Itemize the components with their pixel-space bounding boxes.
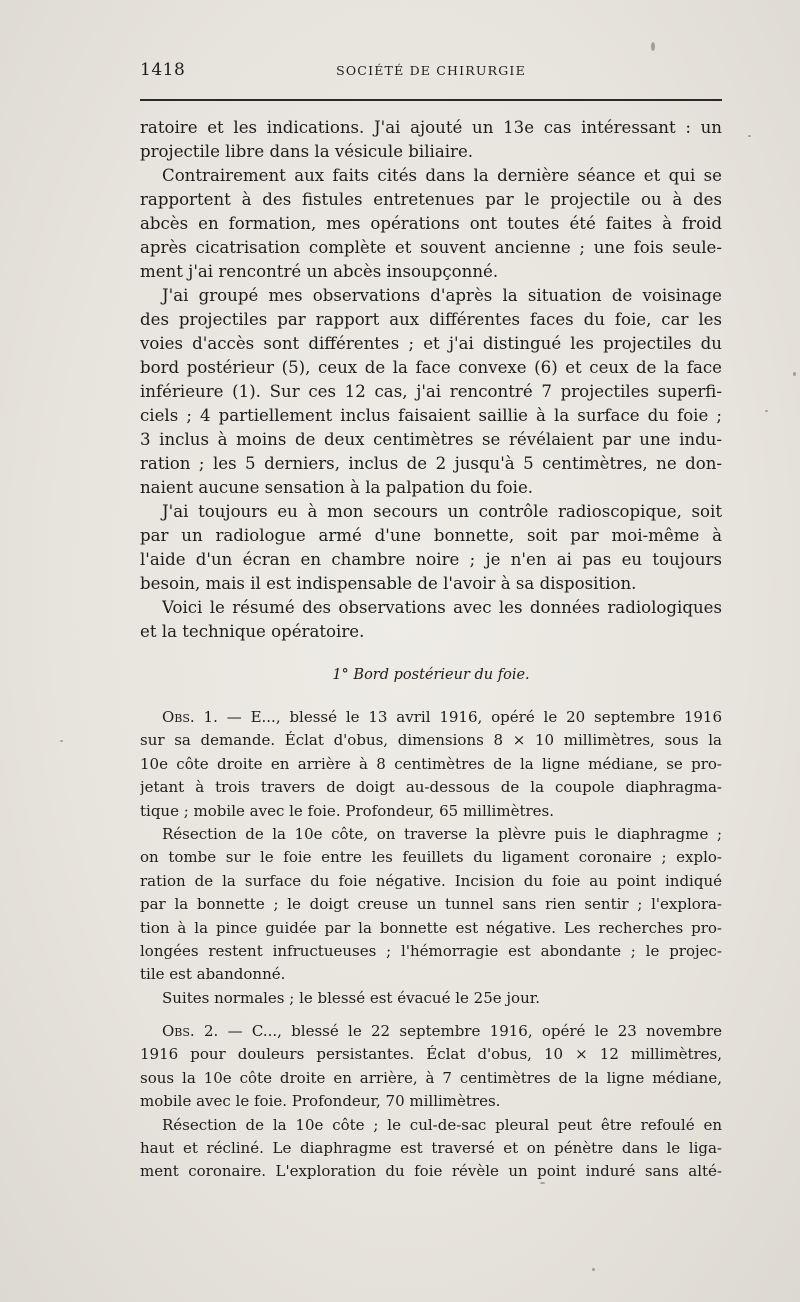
text-line: mobile avec le foie. Profondeur, 70 millimètres. [140, 1092, 501, 1111]
ink-speck [651, 42, 655, 51]
text-line: jetant à trois travers de doigt au-dessous de la coupole diaphragma- [140, 778, 722, 797]
text-line: voies d'accès sont différentes ; et j'ai distingué les projectiles du [140, 334, 722, 353]
ink-speck [60, 740, 63, 742]
text-line: Résection de la 10e côte, on traverse la plèvre puis le diaphragme ; [162, 824, 722, 843]
text-line: 3 inclus à moins de deux centimètres se révélaient par une indu- [140, 430, 722, 449]
text-line: ration ; les 5 derniers, inclus de 2 jusqu'à 5 centimètres, ne don- [140, 454, 722, 473]
text-line: l'aide d'un écran en chambre noire ; je n'en ai pas eu toujours [140, 550, 722, 569]
ink-speck [765, 410, 768, 412]
text-line: Contrairement aux faits cités dans la dernière séance et qui se [162, 166, 722, 185]
obs-line-rest: — E..., blessé le 13 avril 1916, opéré le 20 septembre 1916 [217, 708, 722, 726]
ink-speck [592, 1268, 595, 1271]
obs-first-line [140, 706, 722, 729]
text-line: ratoire et les indications. J'ai ajouté un 13e cas intéressant : un [140, 118, 722, 137]
text-line: tion à la pince guidée par la bonnette est négative. Les recherches pro- [140, 918, 722, 937]
text-line: inférieure (1). Sur ces 12 cas, j'ai rencontré 7 projectiles superfi- [140, 382, 722, 401]
observation-2 [140, 1020, 722, 1184]
section-heading: 1° Bord postérieur du foie. [332, 667, 530, 683]
text-line: et la technique opératoire. [140, 622, 365, 641]
text-line: sous la 10e côte droite en arrière, à 7 centimètres de la ligne médiane, [140, 1068, 722, 1087]
text-line: bord postérieur (5), ceux de la face convexe (6) et ceux de la face [140, 358, 722, 377]
text-line: besoin, mais il est indispensable de l'avoir à sa disposition. [140, 574, 637, 593]
header-rule [140, 99, 722, 101]
text-line: ration de la surface du foie négative. Incision du foie au point indiqué [140, 871, 722, 890]
text-line: ment j'ai rencontré un abcès insoupçonné. [140, 262, 499, 281]
running-head: SOCIÉTÉ DE CHIRURGIE [336, 63, 526, 78]
text-line: rapportent à des fistules entretenues par le projectile ou à des [140, 190, 722, 209]
text-line: 1916 pour douleurs persistantes. Éclat d'obus, 10 × 12 millimètres, [140, 1045, 722, 1064]
text-line: Suites normales ; le blessé est évacué le 25e jour. [162, 988, 541, 1007]
page-number: 1418 [140, 60, 186, 80]
text-line: longées restent infructueuses ; l'hémorragie est abondante ; le projec- [140, 941, 722, 960]
text-line: tile est abandonné. [140, 965, 286, 984]
observation-1 [140, 706, 722, 1010]
body-text [140, 116, 722, 1184]
text-line: par la bonnette ; le doigt creuse un tunnel sans rien sentir ; l'explora- [140, 895, 722, 914]
text-line: 10e côte droite en arrière à 8 centimètres de la ligne médiane, se pro- [140, 754, 722, 773]
text-line: on tombe sur le foie entre les feuillets du ligament coronaire ; explo- [140, 848, 722, 867]
page-header [140, 60, 722, 86]
text-line: après cicatrisation complète et souvent ancienne ; une fois seule- [140, 238, 722, 257]
obs-label: Obs. 1. [162, 708, 218, 726]
observation-gap [140, 1010, 722, 1020]
text-line: par un radiologue armé d'une bonnette, soit par moi-même à [140, 526, 722, 545]
obs-first-line [140, 1020, 722, 1043]
text-line: ciels ; 4 partiellement inclus faisaient saillie à la surface du foie ; [140, 406, 722, 425]
ink-speck [540, 1182, 545, 1184]
text-line: des projectiles par rapport aux différentes faces du foie, car les [140, 310, 722, 329]
text-line: tique ; mobile avec le foie. Profondeur, 65 millimètres. [140, 801, 554, 820]
ink-speck [748, 135, 751, 137]
text-line: haut et récliné. Le diaphragme est traversé et on pénètre dans le liga- [140, 1139, 722, 1158]
obs-label: Obs. 2. [162, 1022, 219, 1041]
text-line: Voici le résumé des observations avec les données radiologiques [162, 598, 722, 617]
text-line: naient aucune sensation à la palpation du foie. [140, 478, 534, 497]
ink-speck [793, 372, 796, 376]
text-line: Résection de la 10e côte ; le cul-de-sac pleural peut être refoulé en [162, 1115, 722, 1134]
text-line: ment coronaire. L'exploration du foie révèle un point induré sans alté- [140, 1162, 722, 1181]
text-line: J'ai toujours eu à mon secours un contrôle radioscopique, soit [162, 502, 722, 521]
text-line: J'ai groupé mes observations d'après la situation de voisinage [162, 286, 722, 305]
obs-line-rest: — C..., blessé le 22 septembre 1916, opéré le 23 novembre [218, 1022, 722, 1041]
text-line: abcès en formation, mes opérations ont toutes été faites à froid [140, 214, 722, 233]
text-line: projectile libre dans la vésicule biliaire. [140, 142, 474, 161]
text-line: sur sa demande. Éclat d'obus, dimensions 8 × 10 millimètres, sous la [140, 731, 722, 750]
